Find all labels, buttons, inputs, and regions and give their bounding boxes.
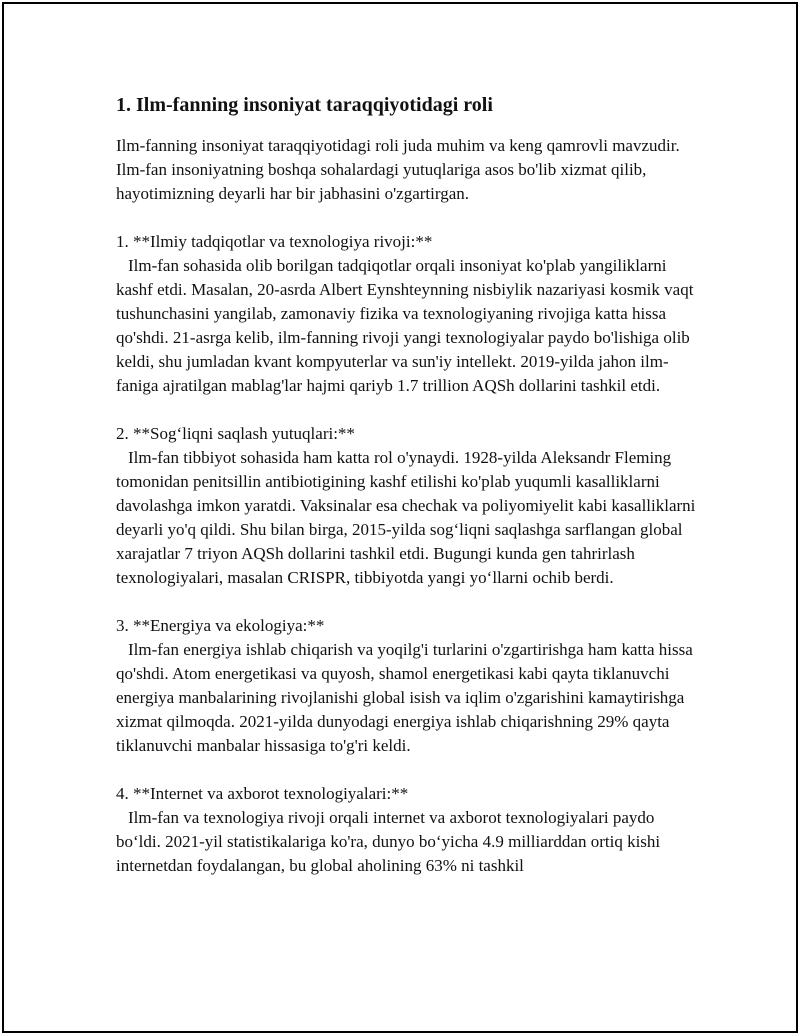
- document-title: 1. Ilm-fanning insoniyat taraqqiyotidagi roli: [116, 94, 493, 116]
- section-heading: 2. **Sog‘liqni saqlash yutuqlari:**: [116, 424, 355, 443]
- section-body: Ilm-fan energiya ishlab chiqarish va yoqilg'i turlarini o'zgartirishga ham katta hissa qo'shdi. Atom energetikasi va quyosh, shamol energetikasi kabi qayta tiklanuvchi energiya manbalarining rivojlanishi global isish va iqlim o'zgarishini kamaytirishga xizmat qilmoqda. 2021-yilda dunyodagi energiya ishlab chiqarishning 29% qayta tiklanuvchi manbalar hissasiga to'g'ri keldi.: [116, 640, 693, 755]
- section-body: Ilm-fan tibbiyot sohasida ham katta rol o'ynaydi. 1928-yilda Aleksandr Fleming tomonidan penitsillin antibiotigining kashf etilishi ko'plab yuqumli kasalliklarni davolashga imkon yaratdi. Vaksinalar esa chechak va poliyomiyelit kabi kasalliklarni deyarli yo'q qildi. Shu bilan birga, 2015-yilda sog‘liqni saqlashga sarflangan global xarajatlar 7 triyon AQSh dollarini tashkil etdi. Bugungi kunda gen tahrirlash texnologiyalari, masalan CRISPR, tibbiyotda yangi yo‘llarni ochib berdi.: [116, 448, 696, 587]
- section-3: [116, 614, 696, 758]
- section-4: [116, 782, 696, 878]
- section-heading: 4. **Internet va axborot texnologiyalari:**: [116, 784, 409, 803]
- section-heading: 1. **Ilmiy tadqiqotlar va texnologiya rivoji:**: [116, 232, 433, 251]
- document-body: [116, 92, 696, 878]
- section-2: [116, 422, 696, 590]
- section-1: [116, 230, 696, 398]
- section-body: Ilm-fan va texnologiya rivoji orqali internet va axborot texnologiyalari paydo bo‘ldi. 2021-yil statistikalariga ko'ra, dunyo bo‘yicha 4.9 milliarddan ortiq kishi internetdan foydalangan, bu global aholining 63% ni tashkil: [116, 808, 661, 875]
- section-heading: 3. **Energiya va ekologiya:**: [116, 616, 325, 635]
- intro-paragraph: Ilm-fanning insoniyat taraqqiyotidagi roli juda muhim va keng qamrovli mavzudir. Ilm-fan insoniyatning boshqa sohalardagi yutuqlariga asos bo'lib xizmat qilib, hayotimizning deyarli har bir jabhasini o'zgartirgan.: [116, 136, 680, 203]
- section-body: Ilm-fan sohasida olib borilgan tadqiqotlar orqali insoniyat ko'plab yangiliklarni kashf etdi. Masalan, 20-asrda Albert Eynshteynning nisbiylik nazariyasi kosmik vaqt tushunchasini yangilab, zamonaviy fizika va texnologiyaning rivojiga katta hissa qo'shdi. 21-asrga kelib, ilm-fanning rivoji yangi texnologiyalar paydo bo'lishiga olib keldi, shu jumladan kvant kompyuterlar va sun'iy intellekt. 2019-yilda jahon ilm-faniga ajratilgan mablag'lar hajmi qariyb 1.7 trillion AQSh dollarini tashkil etdi.: [116, 256, 694, 395]
